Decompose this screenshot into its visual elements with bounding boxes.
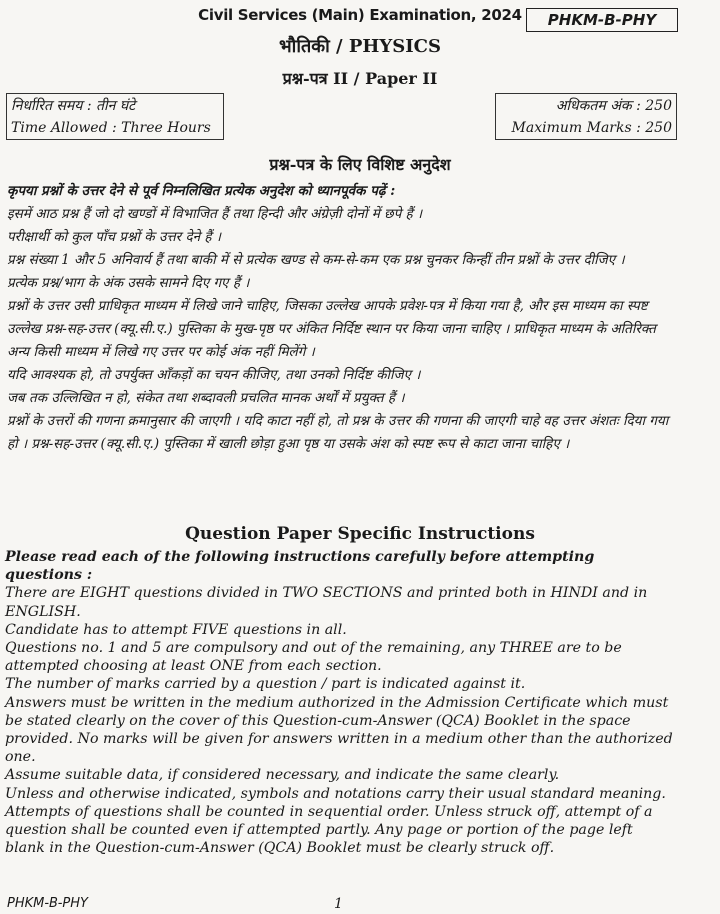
maximum-marks-english: Maximum Marks : 250 [511, 120, 672, 136]
english-instruction-item: Assume suitable data, if considered necessary, and indicate the same clearly. [5, 767, 560, 784]
english-instruction-item: The number of marks carried by a question / part is indicated against it. [5, 676, 526, 693]
paper-code-box: PHKM-B-PHY [526, 8, 678, 32]
hindi-instruction-item: परीक्षार्थी को कुल पाँच प्रश्नों के उत्तर देने हैं । [7, 229, 222, 245]
footer-paper-code: PHKM-B-PHY [7, 896, 88, 911]
english-instructions-lead: Please read each of the following instructions carefully before attempting questions : [5, 549, 595, 584]
hindi-instructions-heading: प्रश्न-पत्र के लिए विशिष्ट अनुदेश [269, 155, 451, 174]
hindi-instruction-item: प्रश्नों के उत्तरों की गणना क्रमानुसार की जाएगी । यदि काटा नहीं हो, तो प्रश्न के उत्तर की गणना की जाएगी चाहे वह उत्तर अंशतः दिया गया हो । प्रश्न-सह-उत्तर (क्यू.सी.ए.) पुस्तिका में खाली छोड़ा हुआ पृष्ठ या उसके अंश को स्पष्ट रूप से काटा जाना चाहिए । [7, 413, 669, 452]
subject-title: भौतिकी / PHYSICS [279, 36, 441, 57]
hindi-instruction-item: प्रत्येक प्रश्न/भाग के अंक उसके सामने दिए गए हैं । [7, 275, 250, 291]
maximum-marks-box [495, 93, 677, 140]
time-allowed-english: Time Allowed : Three Hours [11, 120, 211, 136]
hindi-instructions [7, 180, 675, 456]
english-instruction-item: Questions no. 1 and 5 are compulsory and out of the remaining, any THREE are to be attempted choosing at least ONE from each section. [5, 640, 622, 675]
hindi-instruction-item: प्रश्नों के उत्तर उसी प्राधिकृत माध्यम में लिखे जाने चाहिए, जिसका उल्लेख आपके प्रवेश-पत्र में किया गया है, और इस माध्यम का स्पष्ट उल्लेख प्रश्न-सह-उत्तर (क्यू.सी.ए.) पुस्तिका के मुख-पृष्ठ पर अंकित निर्दिष्ट स्थान पर किया जाना चाहिए । प्राधिकृत माध्यम के अतिरिक्त अन्य किसी माध्यम में लिखे गए उत्तर पर कोई अंक नहीं मिलेंगे । [7, 298, 656, 360]
hindi-instructions-lead: कृपया प्रश्नों के उत्तर देने से पूर्व निम्नलिखित प्रत्येक अनुदेश को ध्यानपूर्वक पढ़ें : [7, 183, 396, 199]
page-number: 1 [334, 896, 343, 912]
hindi-instruction-item: जब तक उल्लिखित न हो, संकेत तथा शब्दावली प्रचलित मानक अर्थों में प्रयुक्त हैं । [7, 390, 405, 406]
english-instruction-item: Answers must be written in the medium authorized in the Admission Certificate which must be stated clearly on the cover of this Question-cum-Answer (QCA) Booklet in the space provided. No marks will be given for answers written in a medium other than the authorized one. [5, 694, 673, 766]
hindi-instruction-item: इसमें आठ प्रश्न हैं जो दो खण्डों में विभाजित हैं तथा हिन्दी और अंग्रेज़ी दोनों में छपे हैं । [7, 206, 423, 222]
english-instructions-heading: Question Paper Specific Instructions [185, 524, 535, 544]
english-instruction-item: Unless and otherwise indicated, symbols and notations carry their usual standard meaning. [5, 785, 666, 802]
english-instruction-item: Attempts of questions shall be counted in sequential order. Unless struck off, attempt of a question shall be counted even if attempted partly. Any page or portion of the page left blank in the Question-cum-Answer (QCA) Booklet must be clearly struck off. [5, 803, 653, 857]
exam-title: Civil Services (Main) Examination, 2024 [198, 6, 522, 24]
time-allowed-hindi: निर्धारित समय : तीन घंटे [11, 98, 136, 114]
hindi-instruction-item: यदि आवश्यक हो, तो उपर्युक्त आँकड़ों का चयन कीजिए, तथा उनको निर्दिष्ट कीजिए । [7, 367, 421, 383]
hindi-instruction-item: प्रश्न संख्या 1 और 5 अनिवार्य हैं तथा बाकी में से प्रत्येक खण्ड से कम-से-कम एक प्रश्न चुनकर किन्हीं तीन प्रश्नों के उत्तर दीजिए । [7, 252, 625, 268]
maximum-marks-hindi: अधिकतम अंक : 250 [555, 98, 672, 114]
english-instructions [5, 548, 675, 857]
english-instruction-item: There are EIGHT questions divided in TWO SECTIONS and printed both in HINDI and in ENGLISH. [5, 585, 648, 620]
time-allowed-box [6, 93, 224, 140]
paper-number: प्रश्न-पत्र II / Paper II [282, 69, 438, 88]
english-instruction-item: Candidate has to attempt FIVE questions in all. [5, 621, 347, 638]
